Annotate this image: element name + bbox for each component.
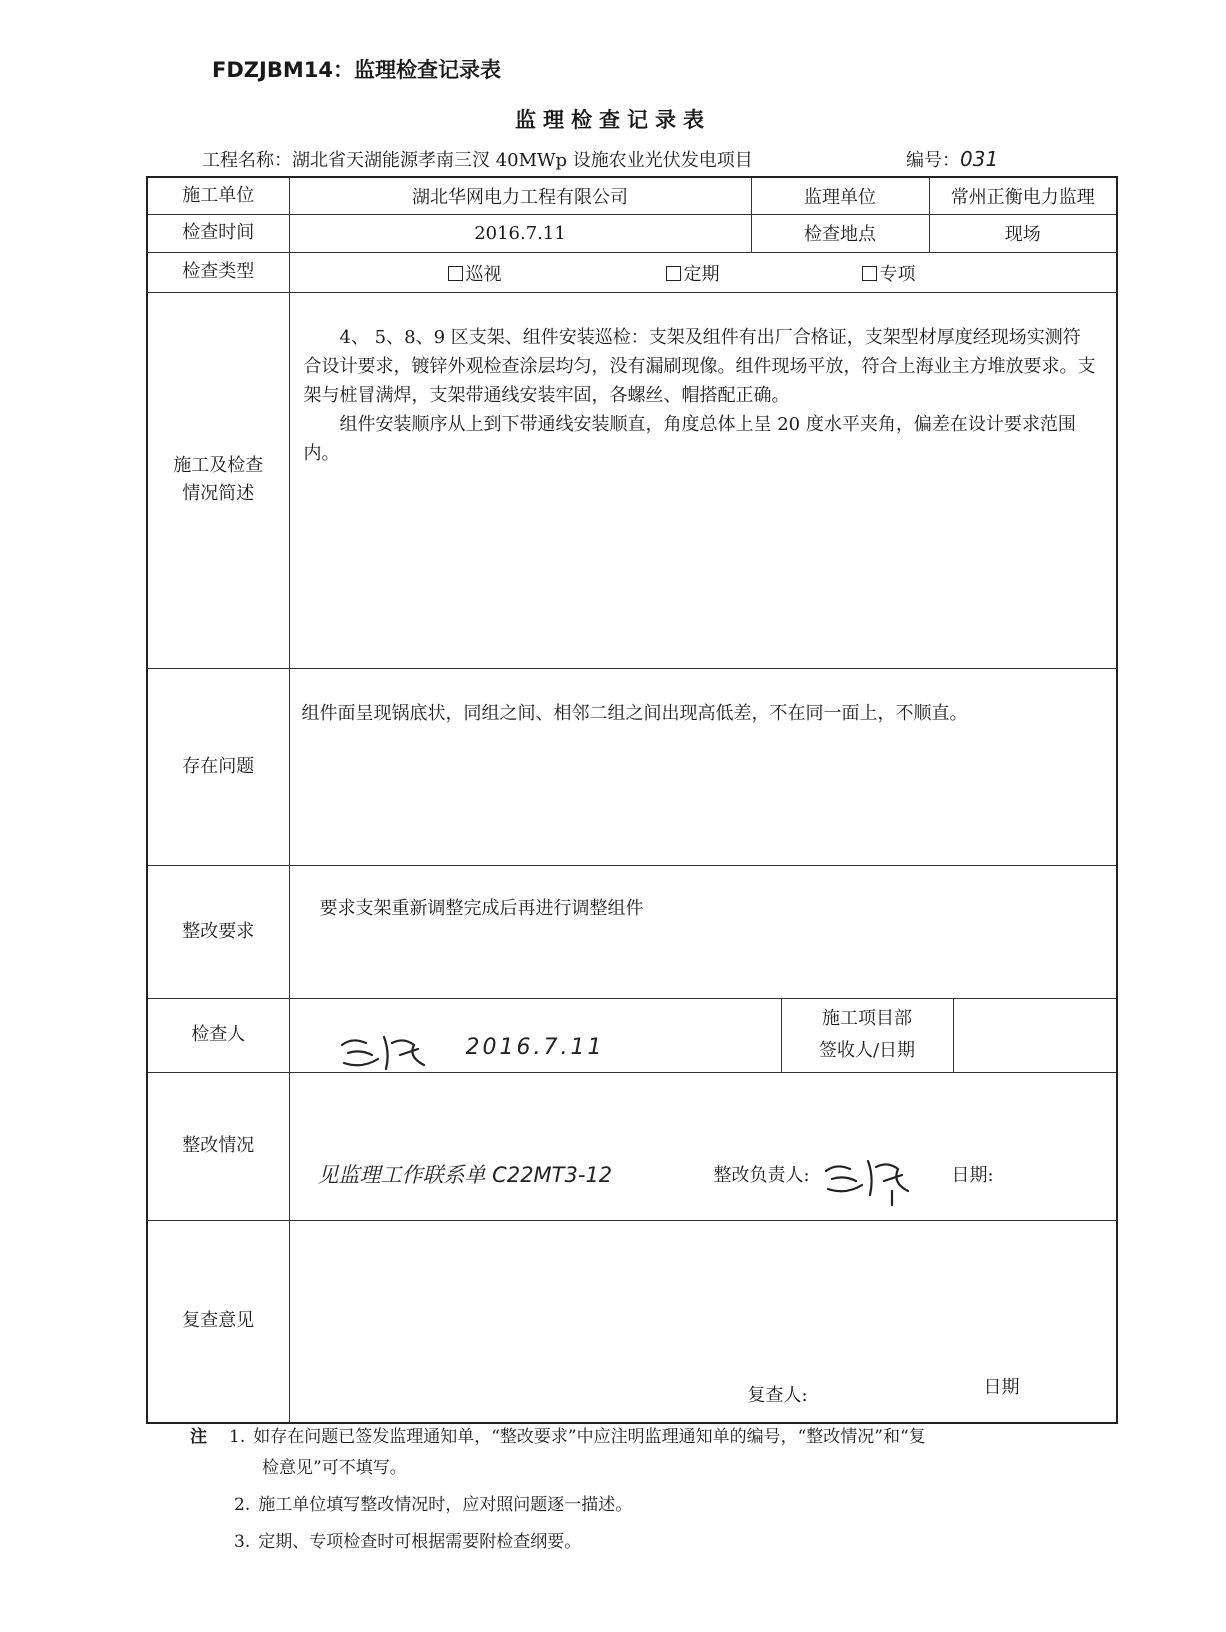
- rectify-signature-icon: [822, 1153, 918, 1207]
- rectify-handwritten: 见监理工作联系单 C22MT3-12: [317, 1163, 613, 1187]
- project-label: 工程名称：: [202, 150, 292, 171]
- notes: [190, 1422, 1120, 1558]
- receiver-label: 施工项目部 签收人/日期: [781, 998, 953, 1072]
- review-label: 复查意见: [147, 1220, 289, 1423]
- type-option-label: 定期: [683, 264, 720, 285]
- time-value: 2016.7.11: [289, 214, 751, 252]
- inspector-signature-cell: [289, 998, 781, 1072]
- type-option-periodic[interactable]: [666, 260, 720, 286]
- note-item: 注 1. 如存在问题已签发监理通知单，“整改要求”中应注明监理通知单的编号，“整改情况”和“复: [190, 1427, 926, 1447]
- type-label: 检查类型: [147, 252, 289, 292]
- row-units: [147, 177, 1117, 214]
- supervisor-value: 常州正衡电力监理: [929, 177, 1117, 214]
- rectify-person-label: 整改负责人:: [713, 1165, 810, 1186]
- situation-paragraph: 组件安装顺序从上到下带通线安装顺直，角度总体上呈 20 度水平夹角，偏差在设计要求范围内。: [303, 413, 1076, 464]
- note-item: 3. 定期、专项检查时可根据需要附检查纲要。: [234, 1532, 582, 1552]
- row-review: [147, 1220, 1117, 1423]
- row-rectify: [147, 1072, 1117, 1220]
- note-text: 定期、专项检查时可根据需要附检查纲要。: [258, 1532, 582, 1552]
- rectify-label: 整改情况: [147, 1072, 289, 1220]
- rectify-cell: [289, 1072, 1117, 1220]
- problem-value: 组件面呈现锅底状，同组之间、相邻二组之间出现高低差，不在同一面上，不顺直。: [289, 668, 1117, 865]
- review-date-label: 日期: [983, 1377, 1020, 1399]
- document-title: 监理检查记录表: [515, 108, 711, 132]
- receiver-value: [953, 998, 1117, 1072]
- number-label: 编号：: [906, 150, 960, 171]
- number-line: [906, 146, 998, 172]
- situation-paragraph: 4、 5、8、9 区支架、组件安装巡检：支架及组件有出厂合格证，支架型材厚度经现场实测符合设计要求，镀锌外观检查涂层均匀，没有漏刷现像。组件现场平放，符合上海业主方堆放要求。支架与桩冒满焊，支架带通线安装牢固，各螺丝、帽搭配正确。: [303, 326, 1096, 406]
- note-item-continued: 检意见”可不填写。: [262, 1458, 407, 1478]
- type-options: [289, 252, 1117, 292]
- notes-marker: 注: [190, 1427, 207, 1447]
- note-text: 如存在问题已签发监理通知单，“整改要求”中应注明监理通知单的编号，“整改情况”和“复: [253, 1427, 926, 1447]
- place-label: 检查地点: [751, 214, 929, 252]
- supervisor-label: 监理单位: [751, 177, 929, 214]
- checkbox-icon: [666, 266, 681, 281]
- inspector-date: 2016.7.11: [465, 1034, 605, 1060]
- place-value: 现场: [929, 214, 1117, 252]
- row-requirement: [147, 865, 1117, 998]
- row-problem: [147, 668, 1117, 865]
- problem-label: 存在问题: [147, 668, 289, 865]
- row-type: [147, 252, 1117, 292]
- contractor-value: 湖北华网电力工程有限公司: [289, 177, 751, 214]
- requirement-label: 整改要求: [147, 865, 289, 998]
- form-code: FDZJBM14：监理检查记录表: [212, 58, 501, 82]
- row-inspector: [147, 998, 1117, 1072]
- checkbox-icon: [862, 266, 877, 281]
- type-option-patrol[interactable]: [448, 260, 502, 286]
- row-time: [147, 214, 1117, 252]
- number-value: 031: [960, 147, 999, 171]
- note-item: 2. 施工单位填写整改情况时，应对照问题逐一描述。: [234, 1495, 633, 1515]
- note-text: 施工单位填写整改情况时，应对照问题逐一描述。: [258, 1495, 633, 1515]
- inspection-form: [146, 176, 1118, 1424]
- inspector-label: 检查人: [147, 998, 289, 1072]
- project-name: 湖北省天湖能源孝南三汊 40MWp 设施农业光伏发电项目: [292, 150, 753, 171]
- rectify-date-label: 日期:: [951, 1165, 994, 1186]
- situation-content: [289, 292, 1117, 668]
- inspector-signature-icon: [338, 1029, 434, 1073]
- requirement-value: 要求支架重新调整完成后再进行调整组件: [289, 865, 1117, 998]
- row-situation: [147, 292, 1117, 668]
- type-option-label: 专项: [879, 264, 916, 285]
- reviewer-label: 复查人:: [747, 1385, 808, 1407]
- type-option-special[interactable]: [862, 260, 916, 286]
- checkbox-icon: [448, 266, 463, 281]
- review-cell: [289, 1220, 1117, 1423]
- type-option-label: 巡视: [465, 264, 502, 285]
- time-label: 检查时间: [147, 214, 289, 252]
- project-line: [202, 146, 753, 172]
- situation-label: 施工及检查情况简述: [147, 292, 289, 668]
- contractor-label: 施工单位: [147, 177, 289, 214]
